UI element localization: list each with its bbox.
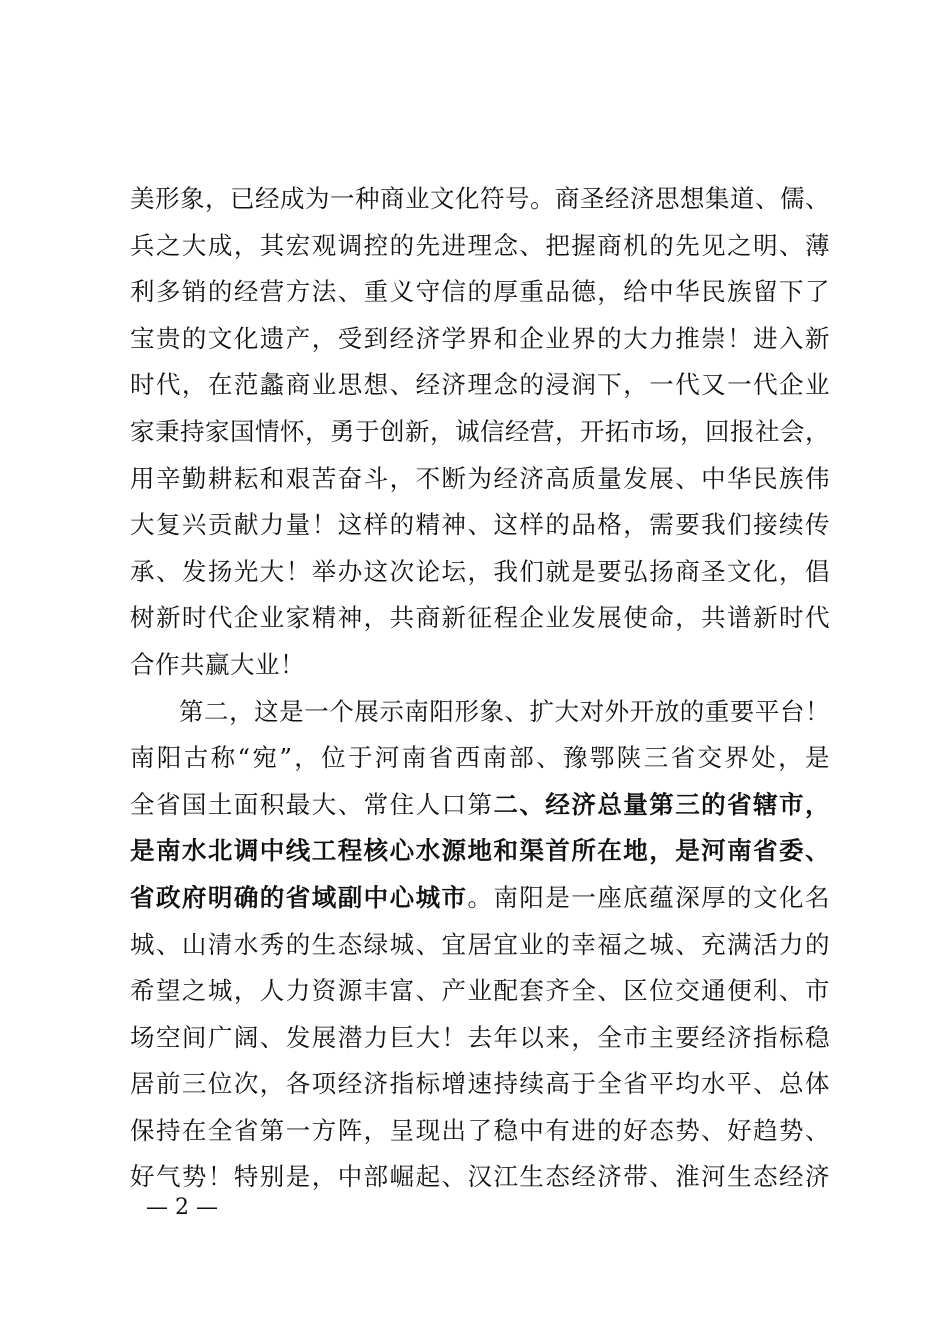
text-line: 承、发扬光大！举办这次论坛，我们就是要弘扬商圣文化，倡 [130,556,830,586]
text-line: 利多销的经营方法、重义守信的厚重品德，给中华民族留下了 [130,277,830,307]
text-line: 保持在全省第一方阵，呈现出了稳中有进的好态势、好趋势、 [130,1115,830,1145]
text-line [130,875,830,922]
text-line: 家秉持家国情怀，勇于创新，诚信经营，开拓市场，回报社会， [130,416,830,446]
text-line: 希望之城，人力资源丰富、产业配套齐全、区位交通便利、市 [130,976,830,1006]
text-line: 居前三位次，各项经济指标增速持续高于全省平均水平、总体 [130,1069,830,1099]
text-line: 好气势！特别是，中部崛起、汉江生态经济带、淮河生态经济 [130,1162,830,1192]
text-line: 场空间广阔、发展潜力巨大！去年以来，全市主要经济指标稳 [130,1022,830,1052]
bold-text-segment: 省政府明确的省域副中心城市 [130,882,468,912]
body-text [130,176,830,1201]
text-segment: 全省国土面积最大、常住人口第 [130,789,494,819]
text-line: 兵之大成，其宏观调控的先进理念、把握商机的先见之明、薄 [130,230,830,260]
text-line: 城、山清水秀的生态绿城、宜居宜业的幸福之城、充满活力的 [130,929,830,959]
page-number: — 2 — [146,1195,218,1220]
text-line: 南阳古称“宛”，位于河南省西南部、豫鄂陕三省交界处，是 [130,743,830,773]
text-line: 时代，在范蠡商业思想、经济理念的浸润下，一代又一代企业 [130,370,830,400]
text-line: 第二，这是一个展示南阳形象、扩大对外开放的重要平台！ [179,696,830,726]
text-line: 是南水北调中线工程核心水源地和渠首所在地，是河南省委、 [130,836,830,866]
text-line: 美形象，已经成为一种商业文化符号。商圣经济思想集道、儒、 [130,184,830,213]
text-line: 合作共赢大业！ [130,649,305,679]
text-line: 用辛勤耕耘和艰苦奋斗，不断为经济高质量发展、中华民族伟 [130,463,830,493]
text-line [130,782,830,829]
text-line: 树新时代企业家精神，共商新征程企业发展使命，共谱新时代 [130,603,830,633]
bold-text-segment: 二、经济总量第三的省辖市， [493,789,831,819]
text-segment: 。南阳是一座底蕴深厚的文化名 [467,882,830,912]
text-line: 大复兴贡献力量！这样的精神、这样的品格，需要我们接续传 [130,510,830,540]
text-line: 宝贵的文化遗产，受到经济学界和企业界的大力推崇！进入新 [130,323,830,353]
